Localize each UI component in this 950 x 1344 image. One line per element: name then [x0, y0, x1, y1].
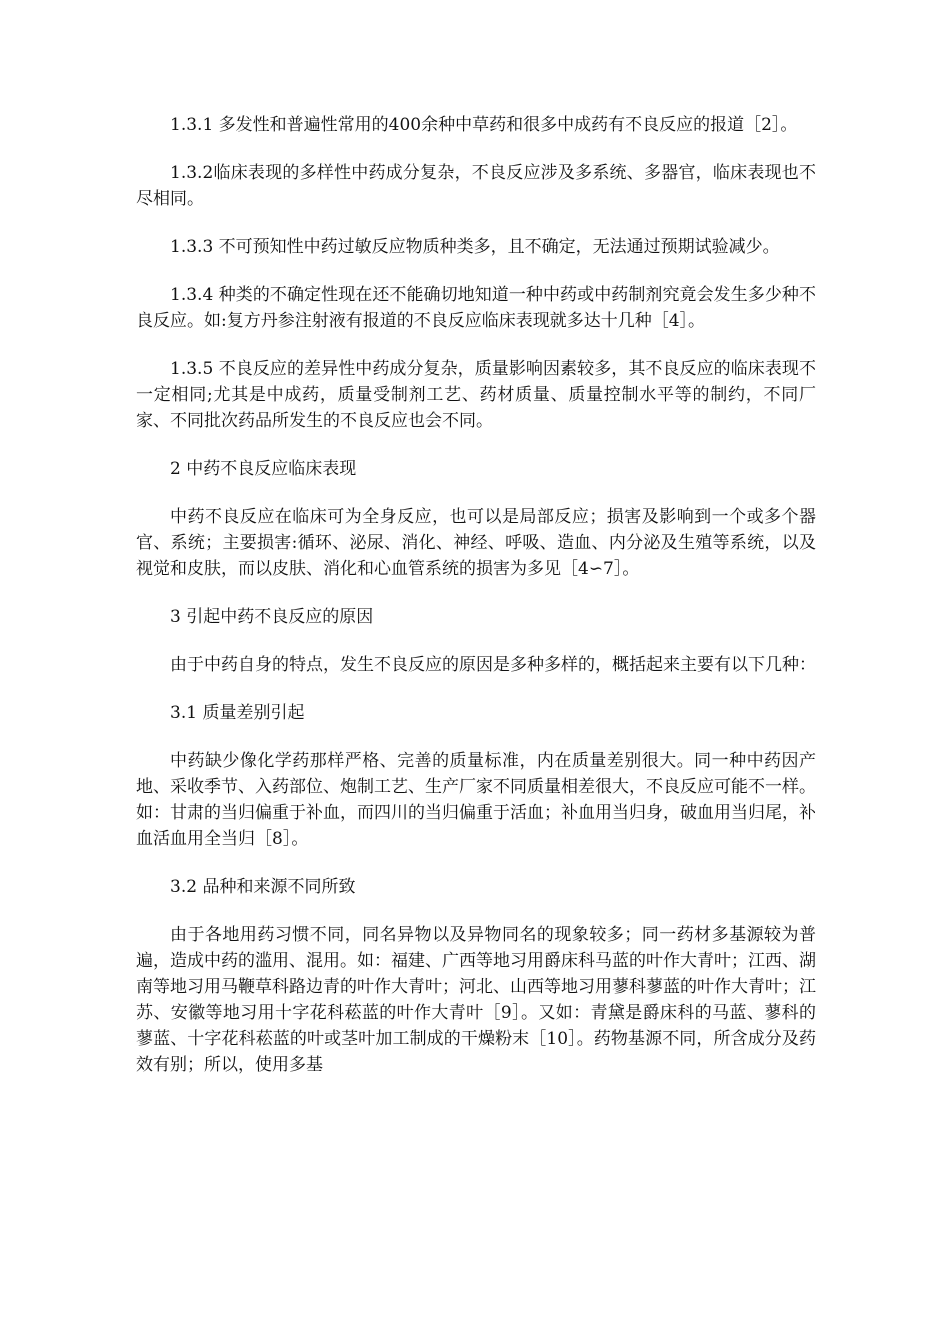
paragraph-1-3-4: 1.3.4 种类的不确定性现在还不能确切地知道一种中药或中药制剂究竟会发生多少种不良反应。如:复方丹参注射液有报道的不良反应临床表现就多达十几种［4］。: [136, 285, 816, 331]
paragraph-1-3-1: 1.3.1 多发性和普遍性常用的400余种中草药和很多中成药有不良反应的报道［2］。: [170, 115, 798, 135]
paragraph-1-3-3: 1.3.3 不可预知性中药过敏反应物质种类多，且不确定，无法通过预期试验减少。: [170, 237, 780, 257]
paragraph-section-2: 中药不良反应在临床可为全身反应，也可以是局部反应；损害及影响到一个或多个器官、系统；主要损害:循环、泌尿、消化、神经、呼吸、造血、内分泌及生殖等系统，以及视觉和皮肤，而以皮肤、消化和心血管系统的损害为多见［4∽7］。: [136, 507, 816, 579]
section-heading-2: 2 中药不良反应临床表现: [170, 459, 357, 479]
paragraph-section-3-2: 由于各地用药习惯不同，同名异物以及异物同名的现象较多；同一药材多基源较为普遍，造成中药的滥用、混用。如：福建、广西等地习用爵床科马蓝的叶作大青叶；江西、湖南等地习用马鞭草科路边青的叶作大青叶；河北、山西等地习用蓼科蓼蓝的叶作大青叶；江苏、安徽等地习用十字花科菘蓝的叶作大青叶［9］。又如：青黛是爵床科的马蓝、蓼科的蓼蓝、十字花科菘蓝的叶或茎叶加工制成的干燥粉末［10］。药物基源不同，所含成分及药效有别；所以，使用多基: [136, 925, 816, 1075]
paragraph-section-3-1: 中药缺少像化学药那样严格、完善的质量标准，内在质量差别很大。同一种中药因产地、采收季节、入药部位、炮制工艺、生产厂家不同质量相差很大，不良反应可能不一样。如：甘肃的当归偏重于补血，而四川的当归偏重于活血；补血用当归身，破血用当归尾，补血活血用全当归［8］。: [136, 751, 816, 849]
paragraph-1-3-2: 1.3.2临床表现的多样性中药成分复杂，不良反应涉及多系统、多器官，临床表现也不尽相同。: [136, 163, 816, 209]
document-body: [136, 112, 816, 1100]
section-heading-3-1: 3.1 质量差别引起: [170, 703, 305, 723]
section-heading-3-2: 3.2 品种和来源不同所致: [170, 877, 356, 897]
section-heading-3: 3 引起中药不良反应的原因: [170, 607, 374, 627]
paragraph-1-3-5: 1.3.5 不良反应的差异性中药成分复杂，质量影响因素较多，其不良反应的临床表现不一定相同;尤其是中成药，质量受制剂工艺、药材质量、质量控制水平等的制约，不同厂家、不同批次药品所发生的不良反应也会不同。: [136, 359, 816, 431]
paragraph-section-3: 由于中药自身的特点，发生不良反应的原因是多种多样的，概括起来主要有以下几种：: [170, 655, 816, 675]
